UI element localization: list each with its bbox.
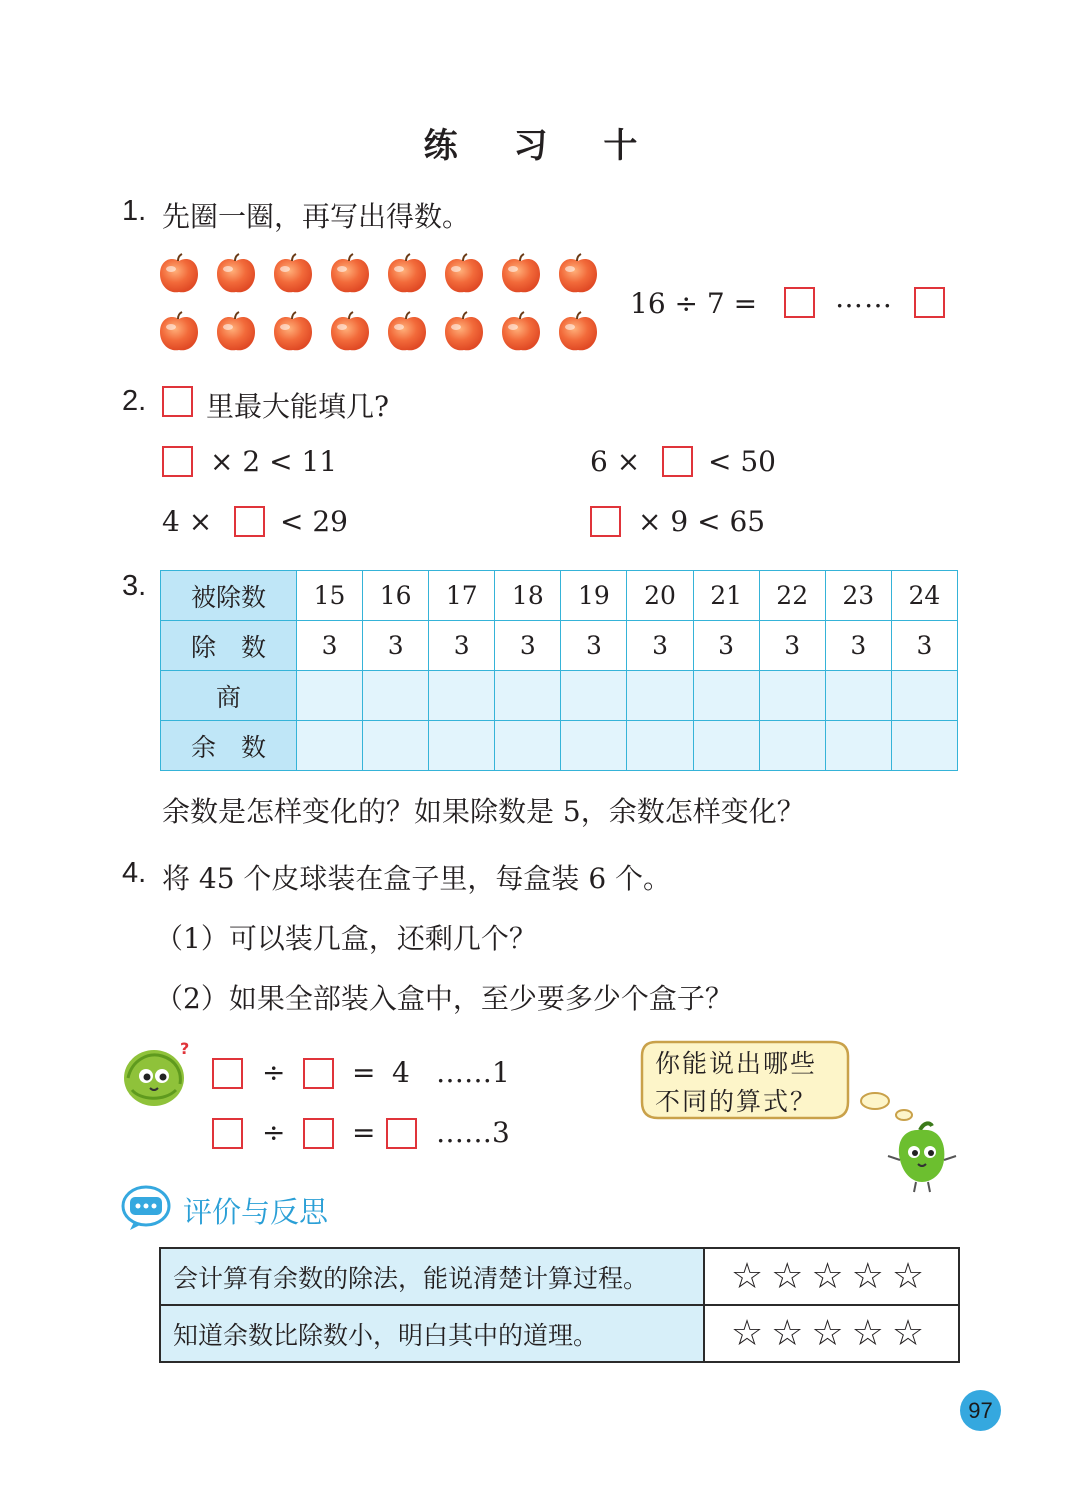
q2-item4-text: × 9 < 65 — [638, 505, 766, 538]
table-cell: 15 — [297, 571, 363, 621]
q4-eq1-eq-sign: = — [352, 1056, 376, 1089]
q2-item2-text-a: 6 × — [590, 445, 641, 478]
q2-item2-text-b: < 50 — [708, 445, 776, 478]
answer-cell[interactable] — [891, 721, 957, 771]
table-cell: 3 — [825, 621, 891, 671]
q4-eq1-remainder: ……1 — [436, 1056, 510, 1089]
q2-item4-box[interactable] — [590, 506, 621, 537]
page-title: 练 习 十 — [423, 126, 660, 166]
evaluation-text: 会计算有余数的除法，能说清楚计算过程。 — [160, 1248, 704, 1305]
table-row — [161, 571, 958, 621]
evaluation-heading: 评价与反思 — [183, 1195, 329, 1229]
apple-icon — [328, 252, 372, 296]
star-rating[interactable]: ☆☆☆☆☆ — [704, 1248, 959, 1305]
apple-row-2 — [157, 310, 600, 354]
apple-icon — [271, 252, 315, 296]
q3-division-table — [160, 570, 958, 771]
evaluation-text: 知道余数比除数小，明白其中的道理。 — [160, 1305, 704, 1362]
table-cell: 3 — [759, 621, 825, 671]
q1-remainder-box[interactable] — [914, 287, 945, 318]
table-cell: 22 — [759, 571, 825, 621]
q4-eq1-quotient: 4 — [392, 1056, 410, 1089]
answer-cell[interactable] — [297, 671, 363, 721]
answer-cell[interactable] — [561, 671, 627, 721]
q3-number: 3. — [122, 570, 147, 602]
bubble-line-1: 你能说出哪些 — [655, 1049, 818, 1078]
evaluation-row — [160, 1305, 959, 1362]
answer-cell[interactable] — [627, 721, 693, 771]
table-cell: 18 — [495, 571, 561, 621]
table-cell: 23 — [825, 571, 891, 621]
q1-quotient-box[interactable] — [784, 287, 815, 318]
answer-cell[interactable] — [429, 671, 495, 721]
q2-item2-box[interactable] — [662, 446, 693, 477]
table-row — [161, 721, 958, 771]
table-cell: 3 — [627, 621, 693, 671]
answer-cell[interactable] — [561, 721, 627, 771]
table-cell: 3 — [429, 621, 495, 671]
table-cell: 3 — [561, 621, 627, 671]
table-cell: 3 — [495, 621, 561, 671]
row-header: 余 数 — [161, 721, 297, 771]
q2-item1-box[interactable] — [162, 446, 193, 477]
evaluation-table — [159, 1247, 960, 1363]
q4-eq1-dividend-box[interactable] — [212, 1058, 243, 1089]
q4-eq1-divisor-box[interactable] — [303, 1058, 334, 1089]
apple-icon — [442, 252, 486, 296]
apple-icon — [214, 252, 258, 296]
table-cell: 21 — [693, 571, 759, 621]
table-row — [161, 621, 958, 671]
q2-item3-text-a: 4 × — [162, 505, 213, 538]
row-header: 商 — [161, 671, 297, 721]
speech-chat-icon — [120, 1184, 172, 1232]
evaluation-row — [160, 1248, 959, 1305]
q4-sub2: （2）如果全部装入盒中，至少要多少个盒子？ — [155, 982, 733, 1015]
q2-item3-text-b: < 29 — [280, 505, 348, 538]
q4-eq2-remainder: ……3 — [436, 1116, 510, 1149]
apple-icon — [556, 252, 600, 296]
q4-eq2-divisor-box[interactable] — [303, 1118, 334, 1149]
q4-number: 4. — [122, 857, 147, 889]
q3-question: 余数是怎样变化的？如果除数是 5，余数怎样变化？ — [162, 795, 805, 828]
apple-icon — [556, 310, 600, 354]
q2-prompt-box — [162, 386, 193, 417]
bubble-tail-icon — [858, 1090, 918, 1124]
apple-icon — [271, 310, 315, 354]
q4-eq2-dividend-box[interactable] — [212, 1118, 243, 1149]
answer-cell[interactable] — [363, 671, 429, 721]
apple-row-1 — [157, 252, 600, 296]
apple-icon — [157, 310, 201, 354]
q1-equation: 16 ÷ 7 = — [630, 287, 758, 320]
row-header: 除 数 — [161, 621, 297, 671]
q4-sub1: （1）可以装几盒，还剩几个？ — [155, 922, 537, 955]
table-cell: 3 — [891, 621, 957, 671]
table-cell: 3 — [693, 621, 759, 671]
q1-number: 1. — [122, 195, 147, 227]
answer-cell[interactable] — [429, 721, 495, 771]
apple-icon — [214, 310, 258, 354]
apple-icon — [385, 310, 429, 354]
table-cell: 17 — [429, 571, 495, 621]
pepper-character-icon — [880, 1120, 964, 1194]
answer-cell[interactable] — [495, 671, 561, 721]
answer-cell[interactable] — [627, 671, 693, 721]
table-cell: 20 — [627, 571, 693, 621]
answer-cell[interactable] — [825, 671, 891, 721]
table-cell: 3 — [363, 621, 429, 671]
q2-number: 2. — [122, 385, 147, 417]
row-header: 被除数 — [161, 571, 297, 621]
answer-cell[interactable] — [363, 721, 429, 771]
table-cell: 19 — [561, 571, 627, 621]
answer-cell[interactable] — [825, 721, 891, 771]
table-cell: 16 — [363, 571, 429, 621]
table-cell: 3 — [297, 621, 363, 671]
apple-icon — [157, 252, 201, 296]
q4-eq2-div-sign: ÷ — [262, 1116, 286, 1149]
star-rating[interactable]: ☆☆☆☆☆ — [704, 1305, 959, 1362]
apple-icon — [385, 252, 429, 296]
answer-cell[interactable] — [297, 721, 363, 771]
answer-cell[interactable] — [759, 721, 825, 771]
q4-eq1-div-sign: ÷ — [262, 1056, 286, 1089]
svg-text:?: ? — [180, 1039, 190, 1058]
q2-prompt: 里最大能填几? — [206, 390, 390, 423]
apple-icon — [328, 310, 372, 354]
q4-prompt: 将 45 个皮球装在盒子里，每盒装 6 个。 — [162, 862, 672, 895]
apple-icon — [442, 310, 486, 354]
answer-cell[interactable] — [693, 671, 759, 721]
answer-cell[interactable] — [495, 721, 561, 771]
q1-prompt: 先圈一圈，再写出得数。 — [162, 200, 471, 233]
page-number: 97 — [960, 1390, 1001, 1431]
apple-icon — [499, 310, 543, 354]
apple-icon — [499, 252, 543, 296]
table-cell: 24 — [891, 571, 957, 621]
answer-cell[interactable] — [891, 671, 957, 721]
q2-item3-box[interactable] — [234, 506, 265, 537]
q2-item1-text: × 2 < 11 — [210, 445, 338, 478]
cabbage-character-icon — [118, 1038, 194, 1110]
answer-cell[interactable] — [759, 671, 825, 721]
bubble-line-2: 不同的算式？ — [655, 1087, 818, 1116]
q1-dots: …… — [835, 281, 893, 314]
answer-cell[interactable] — [693, 721, 759, 771]
q4-eq2-quotient-box[interactable] — [386, 1118, 417, 1149]
table-row — [161, 671, 958, 721]
q4-eq2-eq-sign: = — [352, 1116, 376, 1149]
